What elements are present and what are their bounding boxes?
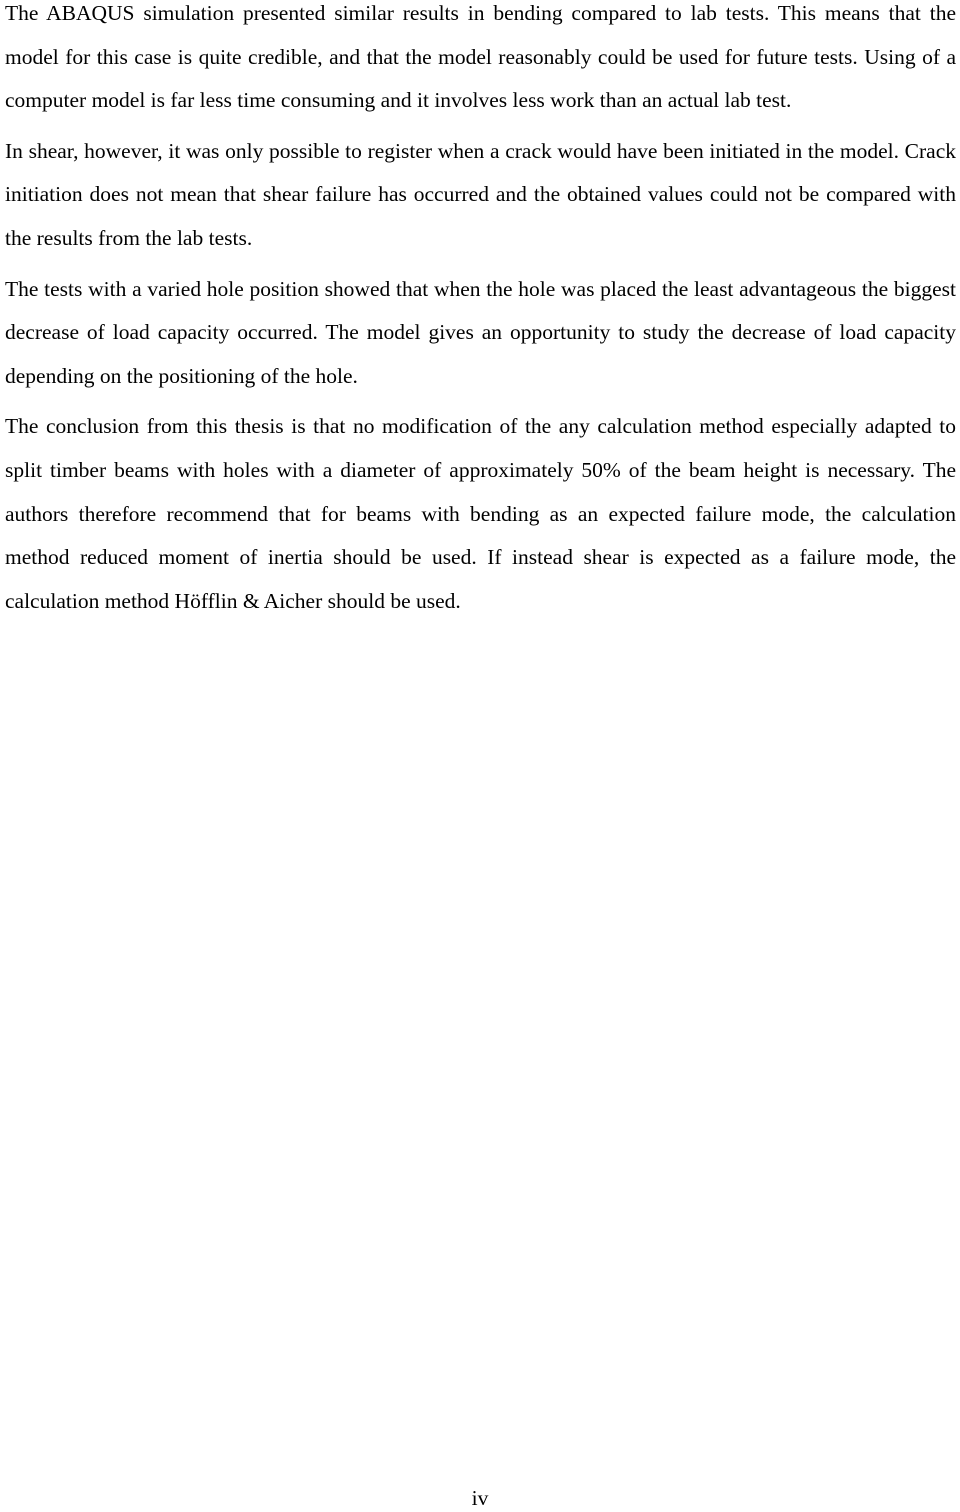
- paragraph-shear-crack: In shear, however, it was only possible to register when a crack would have been initiated in the model. Crack initiation does not mean that shear failure has occurred and the obtained values could not be compared with the results from the lab tests.: [5, 138, 956, 250]
- paragraph-abaqus-bending: The ABAQUS simulation presented similar results in bending compared to lab tests. This means that the model for this case is quite credible, and that the model reasonably could be used for future tests. Using of a computer model is far less time consuming and it involves less work than an actual lab test.: [5, 1, 956, 113]
- paragraph-conclusion: The conclusion from this thesis is that no modification of the any calculation method especially adapted to split timber beams with holes with a diameter of approximately 50% of the beam height is necessary. The authors therefore recommend that for beams with bending as an expected failure mode, the calculation method reduced moment of inertia should be used. If instead shear is expected as a failure mode, the calculation method Höfflin & Aicher should be used.: [5, 414, 956, 613]
- paragraph-hole-position: The tests with a varied hole position showed that when the hole was placed the least advantageous the biggest decrease of load capacity occurred. The model gives an opportunity to study the decrease of load capacity depending on the positioning of the hole.: [5, 276, 956, 388]
- page-number: iv: [471, 1486, 489, 1510]
- body-text: [5, 0, 956, 630]
